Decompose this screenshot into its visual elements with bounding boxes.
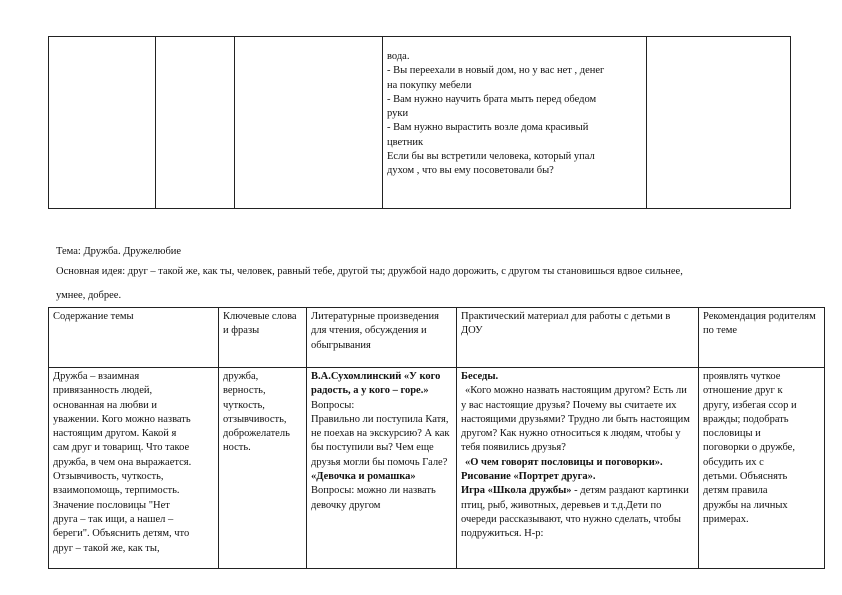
- header-parents: Рекомендация родителям по теме: [699, 308, 825, 368]
- text-line: детям правила: [703, 485, 768, 497]
- literature-cell: [307, 368, 457, 569]
- text-line: Значение пословицы "Нет: [53, 499, 170, 511]
- text-line: вода.: [387, 51, 410, 62]
- text-line: поговорки о дружбе,: [703, 442, 795, 454]
- theme-table: [48, 307, 825, 569]
- header-content: Содержание темы: [49, 308, 219, 368]
- table-cell: [647, 37, 791, 209]
- text-line: примерах.: [703, 513, 749, 525]
- drawing-label: Рисование «Портрет друга».: [461, 471, 596, 483]
- text-line: ность.: [223, 442, 251, 454]
- text-line: Если бы вы встретили человека, который упал: [387, 151, 595, 163]
- text-line: Отзывчивость, чуткость,: [53, 471, 164, 483]
- story-title: В.А.Сухомлинский «У кого радость, а у кого – горе.»: [311, 371, 441, 397]
- text-line: дружба, в чем она выражается.: [53, 456, 192, 468]
- text-line: - Вам нужно вырастить возле дома красивый: [387, 122, 589, 134]
- header-practical: Практический материал для работы с детьми в ДОУ: [457, 308, 699, 368]
- parents-cell: [699, 368, 825, 569]
- text-line: чуткость,: [223, 399, 265, 411]
- proverbs-label: «О чем говорят пословицы и поговорки».: [465, 456, 663, 468]
- text-line: уважении. Кого можно назвать: [53, 413, 191, 425]
- text-line: дружба,: [223, 371, 259, 382]
- text-line: детьми. Объяснять: [703, 471, 788, 483]
- text-line: береги". Объяснить детям, что: [53, 528, 190, 540]
- text-line: взаимопомощь, терпимость.: [53, 485, 180, 497]
- continuation-table: [48, 36, 791, 209]
- table-cell: [383, 37, 647, 209]
- conversations-text: «Кого можно назвать настоящим другом? Есть ли у вас настоящие друзья? Почему вы считаете их настоящими друзьями? Трудно ли быть настоящим другом? Как нужно относиться к людям, чтобы у тебя появились друзья?: [461, 385, 690, 454]
- practical-cell: [457, 368, 699, 569]
- main-idea-continuation: умнее, добрее.: [56, 290, 122, 301]
- text-line: дружбы на личных: [703, 499, 788, 511]
- text-line: - Вы переехали в новый дом, но у вас нет , денег: [387, 65, 605, 77]
- header-keywords: Ключевые слова и фразы: [219, 308, 307, 368]
- text-line: другу, избегая ссор и: [703, 399, 797, 411]
- story-title: «Девочка и ромашка»: [311, 471, 416, 483]
- text-line: настоящим другом. Какой я: [53, 428, 177, 440]
- table-cell: [156, 37, 235, 209]
- header-literature: Литературные произведения для чтения, обсуждения и обыгрывания: [307, 308, 457, 368]
- text-line: на покупку мебели: [387, 79, 472, 91]
- game-label: Игра «Школа дружбы»: [461, 485, 572, 497]
- text-line: друга – так ищи, а нашел –: [53, 513, 174, 525]
- text-line: обсудить их с: [703, 456, 764, 468]
- text-line: доброжелатель: [223, 428, 290, 440]
- keywords-cell: [219, 368, 307, 569]
- text-line: Дружба – взаимная: [53, 371, 140, 382]
- questions-label: Вопросы:: [311, 399, 355, 411]
- theme-title: Тема: Дружба. Дружелюбие: [56, 246, 182, 257]
- text-line: вражды; подобрать: [703, 413, 789, 425]
- text-line: духом , что вы ему посоветовали бы?: [387, 165, 554, 177]
- text-line: отзывчивость,: [223, 413, 287, 425]
- text-line: друг – такой же, как ты,: [53, 542, 160, 554]
- text-line: привязанность людей,: [53, 385, 153, 397]
- questions-text: Вопросы: можно ли назвать девочку другом: [311, 485, 436, 511]
- text-line: отношение друг к: [703, 385, 783, 397]
- main-idea: Основная идея: друг – такой же, как ты, человек, равный тебе, другой ты; дружбой надо дорожить, с другом ты становишься вдвое сильнее,: [56, 266, 683, 277]
- text-line: сам друг и товарищ. Что такое: [53, 442, 190, 454]
- table-row: [49, 37, 791, 209]
- table-cell: [49, 37, 156, 209]
- text-line: проявлять чуткое: [703, 371, 781, 382]
- table-header-row: [49, 308, 825, 368]
- conversations-label: Беседы.: [461, 371, 499, 382]
- table-row: [49, 368, 825, 569]
- text-line: основанная на любви и: [53, 399, 158, 411]
- text-line: цветник: [387, 136, 424, 148]
- text-line: верность,: [223, 385, 266, 397]
- table-cell: [235, 37, 383, 209]
- text-line: пословицы и: [703, 428, 761, 440]
- game-text: - детям раздают картинки птиц, рыб, животных, деревьев и т.д.Дети по очереди рассказывают, что нужно сделать, чтобы подружиться. Н-р:: [461, 485, 689, 540]
- content-cell: [49, 368, 219, 569]
- text-line: руки: [387, 108, 409, 120]
- text-line: - Вам нужно научить брата мыть перед обедом: [387, 93, 597, 105]
- questions-text: Правильно ли поступила Катя, не поехав на экскурсию? А как бы поступили вы? Чем еще друзья могли бы помочь Гале?: [311, 413, 450, 468]
